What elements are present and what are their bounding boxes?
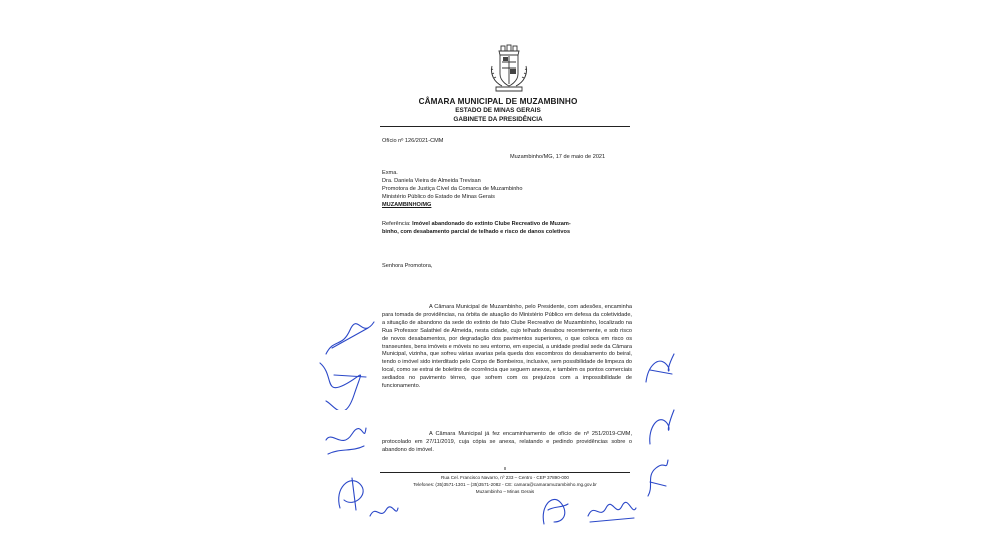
- paragraph-2: [382, 431, 632, 455]
- reference-line-1: [382, 221, 571, 228]
- paragraph-1-text: A Câmara Municipal de Muzambinho, pelo Presidente, com adesões, encaminha para tomada de providências, na órbita de atuação do Ministério Público em defesa da coletividade, a situação de abandono da sede do extinto de fato Clube Recreativo de Muzambinho, localizado na Rua Professor Salathiel de Almeida, nesta cidade, cujo telhado desabou recentemente, e sob risco de novos desabamentos, por degradação dos pavimentos superiores, o que coloca em risco os transeuntes, bens imóveis e móveis no seu entorno, em especial, a unidade predial sede da Câmara Municipal, vizinha, que sofreu várias avarias pela queda dos escombros do desabamento do beiral, tendo o imóvel sido interditado pelo Corpo de Bombeiros, inclusive, sem possibilidade de limpeza do local, como se extrai de boletins de ocorrência que seguem anexos, e também os pontos comerciais sediados no pavimento térreo, que sofrem com os prejuízos com a impossibilidade de funcionamento.: [382, 304, 632, 390]
- greeting: Senhora Promotora,: [382, 263, 433, 269]
- letter-number: Ofício nº 126/2021-CMM: [382, 138, 444, 144]
- document-page: [318, 0, 680, 534]
- recipient-role: Promotora de Justiça Cível da Comarca de Muzambinho: [382, 186, 523, 192]
- municipal-crest-icon: [488, 44, 530, 94]
- reference-text-2: binho, com desabamento parcial de telhado e risco de danos coletivos: [382, 229, 571, 235]
- paragraph-1: [382, 304, 632, 391]
- signature-9: [644, 404, 680, 450]
- reference-text-1: Imóvel abandonado do extinto Clube Recreativo de Muzam-: [412, 221, 571, 227]
- signature-7: [584, 496, 640, 526]
- footer-page-marker: II: [503, 466, 507, 471]
- signature-2: [314, 355, 374, 410]
- reference-label: Referência:: [382, 221, 411, 227]
- header-rule: [380, 126, 630, 127]
- header-office: GABINETE DA PRESIDÊNCIA: [453, 116, 543, 123]
- signature-1: [322, 318, 378, 358]
- footer-city: Muzambinho – Minas Gerais: [475, 489, 535, 494]
- recipient-city: MUZAMBINHO/MG: [382, 202, 432, 208]
- recipient-salutation: Exma.: [382, 170, 398, 176]
- recipient-name: Dra. Daniela Vieira de Almeida Trevisan: [382, 178, 481, 184]
- signature-8: [640, 348, 680, 388]
- footer-address: Rua Cel. Francisco Navarro, nº 233 – Centro - CEP 37890-000: [441, 475, 569, 480]
- signature-5: [366, 500, 402, 524]
- signature-3: [322, 420, 370, 460]
- signature-6: [536, 488, 574, 530]
- signature-10: [640, 456, 674, 500]
- footer-rule: [380, 472, 630, 473]
- letter-date: Muzambinho/MG, 17 de maio de 2021: [510, 154, 606, 160]
- header-title: CÂMARA MUNICIPAL DE MUZAMBINHO: [418, 97, 578, 106]
- footer-contacts: Telefones: (35)3571-1301 – (35)3571-2082 - CE: camara@camaramuzambinho.mg.gov.br: [413, 482, 597, 487]
- recipient-organ: Ministério Público do Estado de Minas Gerais: [382, 194, 495, 200]
- header-state: ESTADO DE MINAS GERAIS: [455, 107, 541, 114]
- paragraph-2-text: A Câmara Municipal já fez encaminhamento de ofício de nº 251/2019-CMM, protocolado em 27/11/2019, cuja cópia se anexa, relatando e pedindo providências sobre o abandono do imóvel.: [382, 431, 632, 453]
